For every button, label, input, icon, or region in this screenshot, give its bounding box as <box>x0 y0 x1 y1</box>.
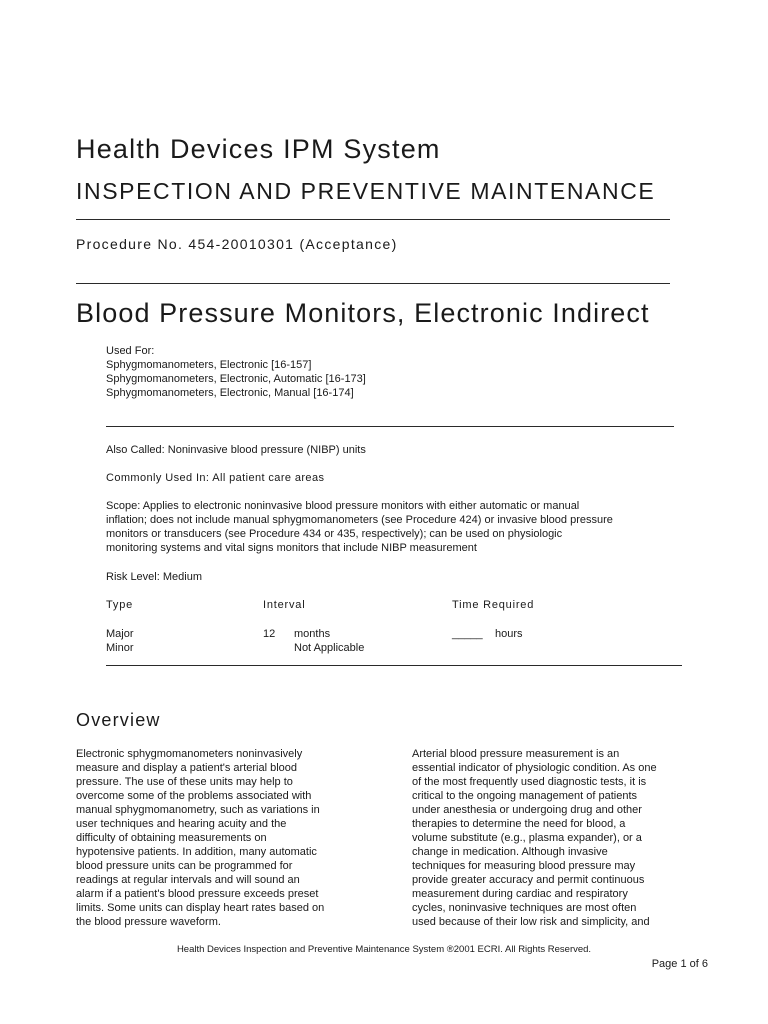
overview-line: Arterial blood pressure measurement is an <box>412 748 620 760</box>
used-for-block <box>106 344 366 400</box>
overview-line: provide greater accuracy and permit continuous <box>412 874 645 886</box>
overview-line: cycles, noninvasive techniques are most often <box>412 902 637 914</box>
overview-line: Electronic sphygmomanometers noninvasively <box>76 748 303 760</box>
schedule-header-interval: Interval <box>263 599 306 611</box>
risk-level: Risk Level: Medium <box>106 571 202 583</box>
schedule-time-unit: hours <box>495 628 523 640</box>
schedule-header-time: Time Required <box>452 599 535 611</box>
footer-copyright: Health Devices Inspection and Preventive Maintenance System ®2001 ECRI. All Rights Reserved. <box>176 944 592 955</box>
scope-line: monitoring systems and vital signs monitors that include NIBP measurement <box>106 542 477 554</box>
schedule-interval-number: 12 <box>263 628 276 640</box>
overview-line: used because of their low risk and simplicity, and <box>412 916 650 928</box>
overview-line: volume substitute (e.g., plasma expander), or a <box>412 832 642 844</box>
schedule-type: Major <box>106 628 134 640</box>
divider <box>106 426 674 427</box>
overview-line: pressure. The use of these units may help to <box>76 776 293 788</box>
overview-line: difficulty of obtaining measurements on <box>76 832 267 844</box>
schedule-header-type: Type <box>106 599 134 611</box>
overview-line: alarm if a patient's blood pressure exceeds preset <box>76 888 319 900</box>
overview-right-column <box>412 747 712 929</box>
overview-line: under anesthesia or undergoing drug and other <box>412 804 642 816</box>
schedule-interval-unit: months <box>294 628 331 640</box>
overview-line: therapies to determine the need for blood, a <box>412 818 626 830</box>
overview-line: the blood pressure waveform. <box>76 916 221 928</box>
overview-heading: Overview <box>76 710 161 730</box>
used-for-label: Used For: <box>106 345 155 357</box>
schedule-type: Minor <box>106 642 134 654</box>
page-number: Page 1 of 6 <box>651 958 708 970</box>
schedule-time-blank: _____ <box>452 628 483 640</box>
overview-line: blood pressure units can be programmed for <box>76 860 293 872</box>
divider <box>76 283 670 284</box>
overview-line: measurement during cardiac and respiratory <box>412 888 628 900</box>
also-called: Also Called: Noninvasive blood pressure (NIBP) units <box>106 444 366 456</box>
overview-line: essential indicator of physiologic condition. As one <box>412 762 657 774</box>
overview-left-column <box>76 747 376 929</box>
scope-line: monitors or transducers (see Procedure 434 or 435, respectively); can be used on physiologic <box>106 528 563 540</box>
commonly-used-in: Commonly Used In: All patient care areas <box>106 472 325 484</box>
system-title: Health Devices IPM System <box>76 134 441 164</box>
overview-line: techniques for measuring blood pressure may <box>412 860 636 872</box>
overview-line: of the most frequently used diagnostic tests, it is <box>412 776 647 788</box>
overview-line: hypotensive patients. In addition, many automatic <box>76 846 317 858</box>
scope-line: inflation; does not include manual sphygmomanometers (see Procedure 424) or invasive blood pressure <box>106 514 613 526</box>
document-subtitle: INSPECTION AND PREVENTIVE MAINTENANCE <box>76 178 656 204</box>
overview-line: critical to the ongoing management of patients <box>412 790 638 802</box>
overview-line: overcome some of the problems associated with <box>76 790 312 802</box>
divider <box>106 665 682 666</box>
used-for-item: Sphygmomanometers, Electronic, Automatic [16-173] <box>106 373 366 385</box>
overview-line: measure and display a patient's arterial blood <box>76 762 298 774</box>
device-title: Blood Pressure Monitors, Electronic Indirect <box>76 298 650 328</box>
overview-line: manual sphygmomanometry, such as variations in <box>76 804 320 816</box>
overview-line: readings at regular intervals and will sound an <box>76 874 300 886</box>
overview-line: user techniques and hearing acuity and the <box>76 818 287 830</box>
schedule-interval-unit: Not Applicable <box>294 642 365 654</box>
overview-line: limits. Some units can display heart rates based on <box>76 902 325 914</box>
scope-line: Scope: Applies to electronic noninvasive blood pressure monitors with either automatic or manual <box>106 500 580 512</box>
used-for-item: Sphygmomanometers, Electronic [16-157] <box>106 359 312 371</box>
scope-paragraph <box>106 499 613 555</box>
overview-line: change in medication. Although invasive <box>412 846 608 858</box>
procedure-number: Procedure No. 454-20010301 (Acceptance) <box>76 236 398 252</box>
divider <box>76 219 670 220</box>
used-for-item: Sphygmomanometers, Electronic, Manual [16-174] <box>106 387 354 399</box>
